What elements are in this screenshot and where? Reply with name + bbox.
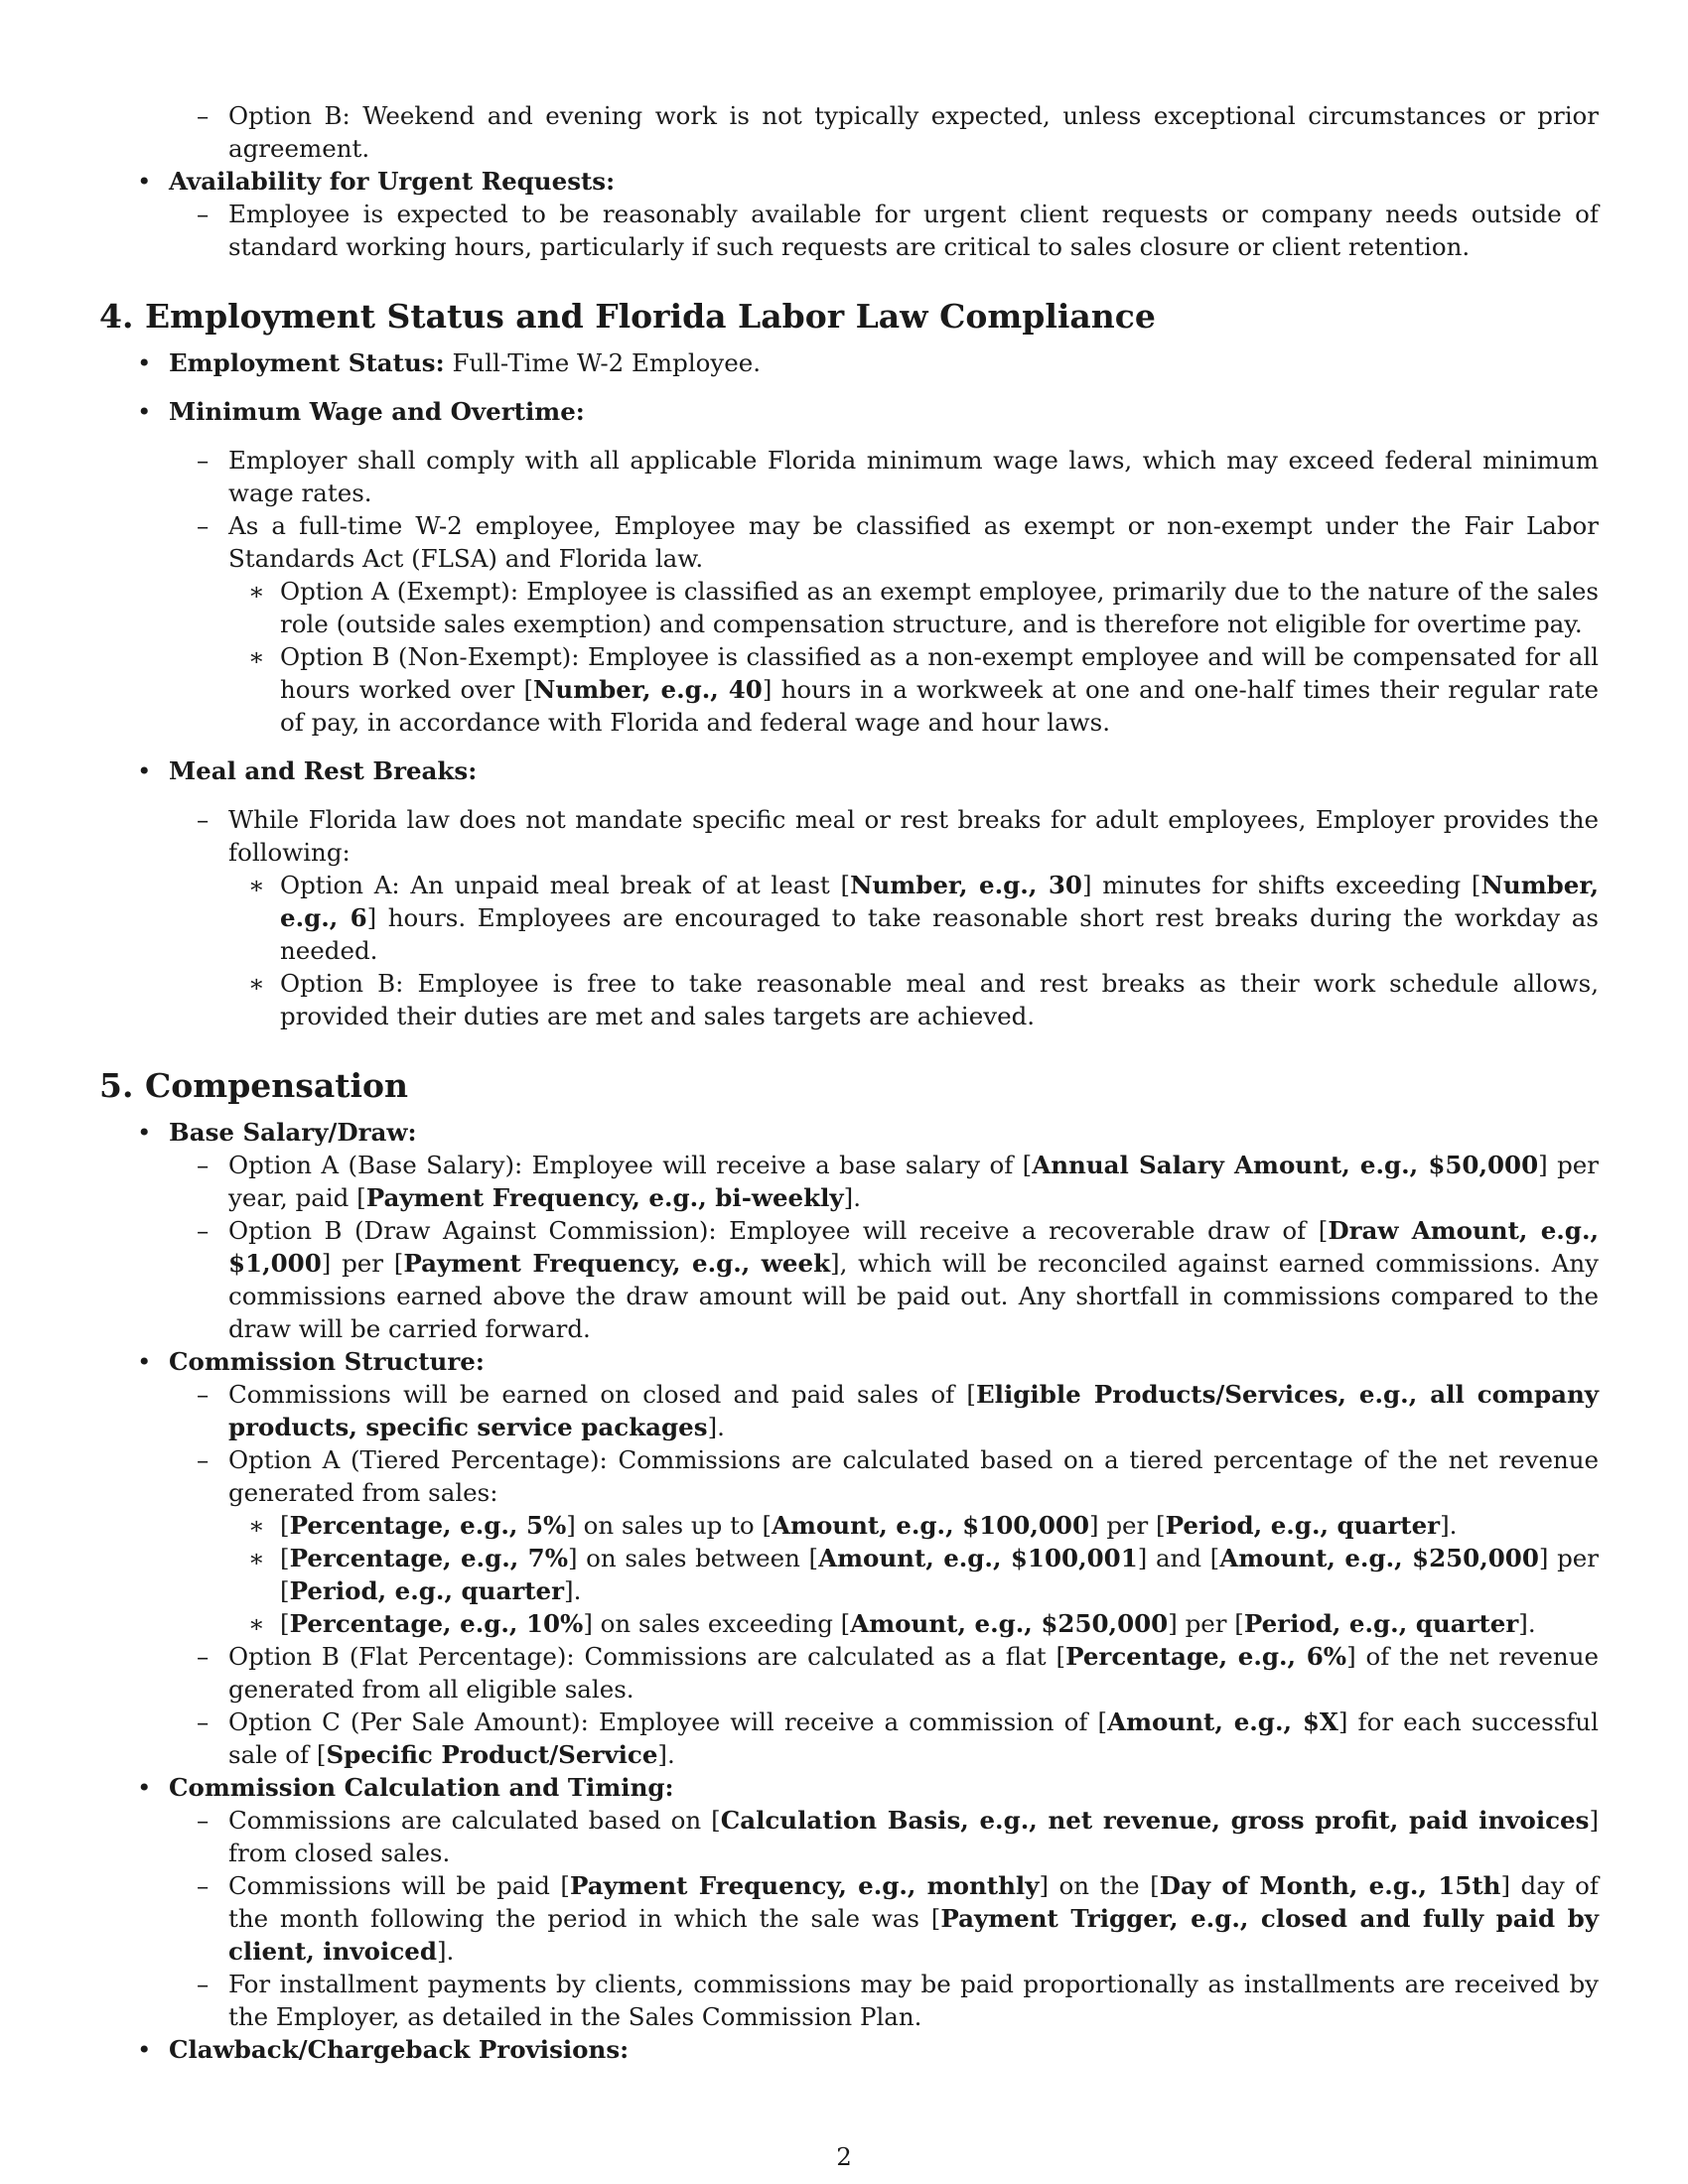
- dash-marker: –: [197, 1707, 210, 1736]
- list-item: [99, 395, 1599, 428]
- list-item: [99, 1116, 1599, 1149]
- dash-marker: –: [197, 1871, 210, 1900]
- list-item: – Commissions are calculated based on [Calculation Basis, e.g., net revenue, gross profit, paid invoices] from closed sales.: [197, 1806, 1599, 1867]
- star-marker: ∗: [248, 1609, 265, 1638]
- bullet-marker: •: [137, 397, 152, 426]
- bullet-marker: •: [137, 2035, 152, 2064]
- dash-marker: –: [197, 446, 210, 475]
- list-item: – Option B (Draw Against Commission): Employee will receive a recoverable draw of [Draw Amount, e.g., $1,000] per [Payment Frequency, e.g., week], which will be reconciled against earned commissions. Any commissions earned above the draw amount will be paid out. Any shortfall in commissions compared to the draw will be carried forward.: [197, 1216, 1599, 1343]
- list-item: ∗ Option A (Exempt): Employee is classified as an exempt employee, primarily due to the nature of the sales role (outside sales exemption) and compensation structure, and is therefore not eligible for overtime pay.: [248, 577, 1599, 638]
- document-page: [99, 99, 1599, 2066]
- list-item: ∗ Option A: An unpaid meal break of at least [Number, e.g., 30] minutes for shifts exceeding [Number, e.g., 6] hours. Employees are encouraged to take reasonable short rest breaks during the workday as needed.: [248, 871, 1599, 965]
- list-item: – As a full-time W-2 employee, Employee may be classified as exempt or non-exempt under the Fair Labor Standards Act (FLSA) and Florida law.: [197, 511, 1599, 573]
- list-item: [99, 2033, 1599, 2066]
- item-label: Clawback/Chargeback Provisions:: [169, 2035, 630, 2064]
- list-item: – Option A (Base Salary): Employee will receive a base salary of [Annual Salary Amount, e.g., $50,000] per year, paid [Payment Frequency, e.g., bi-weekly].: [197, 1151, 1599, 1212]
- list-item: [99, 1345, 1599, 1378]
- bullet-marker: •: [137, 1347, 152, 1376]
- bullet-marker: •: [137, 756, 152, 785]
- list-item: [99, 754, 1599, 787]
- dash-marker: –: [197, 1642, 210, 1671]
- item-label: Meal and Rest Breaks:: [169, 756, 478, 785]
- item-label: Availability for Urgent Requests:: [169, 167, 616, 196]
- dash-marker: –: [197, 1806, 210, 1835]
- list-item: – While Florida law does not mandate specific meal or rest breaks for adult employees, Employer provides the following:: [197, 805, 1599, 867]
- star-marker: ∗: [248, 969, 265, 998]
- star-marker: ∗: [248, 1544, 265, 1572]
- list-item: [99, 165, 1599, 198]
- section-heading: 5. Compensation: [99, 1066, 408, 1105]
- dash-marker: –: [197, 1216, 210, 1245]
- list-item: – Employer shall comply with all applicable Florida minimum wage laws, which may exceed federal minimum wage rates.: [197, 446, 1599, 507]
- list-item: – Option B (Flat Percentage): Commissions are calculated as a flat [Percentage, e.g., 6%] of the net revenue generated from all eligible sales.: [197, 1642, 1599, 1704]
- dash-marker: –: [197, 805, 210, 834]
- dash-marker: –: [197, 1151, 210, 1179]
- list-item: ∗ [Percentage, e.g., 7%] on sales between [Amount, e.g., $100,001] and [Amount, e.g., $250,000] per [Period, e.g., quarter].: [248, 1544, 1599, 1605]
- list-item: [99, 1771, 1599, 1804]
- item-label: Commission Calculation and Timing:: [169, 1773, 674, 1802]
- list-item: – Option A (Tiered Percentage): Commissions are calculated based on a tiered percentage of the net revenue generated from sales:: [197, 1445, 1599, 1507]
- dash-marker: –: [197, 1380, 210, 1409]
- dash-marker: –: [197, 1445, 210, 1474]
- item-label: Minimum Wage and Overtime:: [169, 397, 585, 426]
- list-item: – Option C (Per Sale Amount): Employee will receive a commission of [Amount, e.g., $X] for each successful sale of [Specific Product/Service].: [197, 1707, 1599, 1769]
- dash-marker: –: [197, 200, 210, 228]
- star-marker: ∗: [248, 577, 265, 606]
- list-item: ∗ Option B: Employee is free to take reasonable meal and rest breaks as their work schedule allows, provided their duties are met and sales targets are achieved.: [248, 969, 1599, 1030]
- list-item: – Commissions will be paid [Payment Frequency, e.g., monthly] on the [Day of Month, e.g., 15th] day of the month following the period in which the sale was [Payment Trigger, e.g., closed and fully paid by client, invoiced].: [197, 1871, 1599, 1966]
- dash-marker: –: [197, 1970, 210, 1998]
- section-heading: 4. Employment Status and Florida Labor Law Compliance: [99, 297, 1156, 336]
- bullet-marker: •: [137, 1773, 152, 1802]
- bullet-marker: •: [137, 167, 152, 196]
- list-item: ∗ Option B (Non-Exempt): Employee is classified as a non-exempt employee and will be compensated for all hours worked over [Number, e.g., 40] hours in a workweek at one and one-half times their regular rate of pay, in accordance with Florida and federal wage and hour laws.: [248, 642, 1600, 737]
- item-label: Employment Status:: [169, 348, 445, 377]
- list-item: • Employment Status: Full-Time W-2 Employee.: [137, 348, 762, 377]
- bullet-marker: •: [137, 1118, 152, 1147]
- list-item: – Commissions will be earned on closed and paid sales of [Eligible Products/Services, e.g., all company products, specific service packages].: [197, 1380, 1599, 1441]
- list-item: – Option B: Weekend and evening work is not typically expected, unless exceptional circumstances or prior agreement.: [197, 101, 1599, 163]
- star-marker: ∗: [248, 871, 265, 899]
- dash-marker: –: [197, 101, 210, 130]
- star-marker: ∗: [248, 642, 265, 671]
- list-item: – For installment payments by clients, commissions may be paid proportionally as installments are received by the Employer, as detailed in the Sales Commission Plan.: [197, 1970, 1599, 2031]
- item-label: Commission Structure:: [169, 1347, 485, 1376]
- list-item: – Employee is expected to be reasonably available for urgent client requests or company needs outside of standard working hours, particularly if such requests are critical to sales closure or client retention.: [197, 200, 1599, 261]
- list-item: ∗ [Percentage, e.g., 10%] on sales exceeding [Amount, e.g., $250,000] per [Period, e.g., quarter].: [248, 1609, 1536, 1638]
- dash-marker: –: [197, 511, 210, 540]
- page-number: 2: [836, 2142, 852, 2171]
- bullet-marker: •: [137, 348, 152, 377]
- item-label: Base Salary/Draw:: [169, 1118, 417, 1147]
- star-marker: ∗: [248, 1511, 265, 1540]
- list-item: ∗ [Percentage, e.g., 5%] on sales up to [Amount, e.g., $100,000] per [Period, e.g., quarter].: [248, 1511, 1458, 1540]
